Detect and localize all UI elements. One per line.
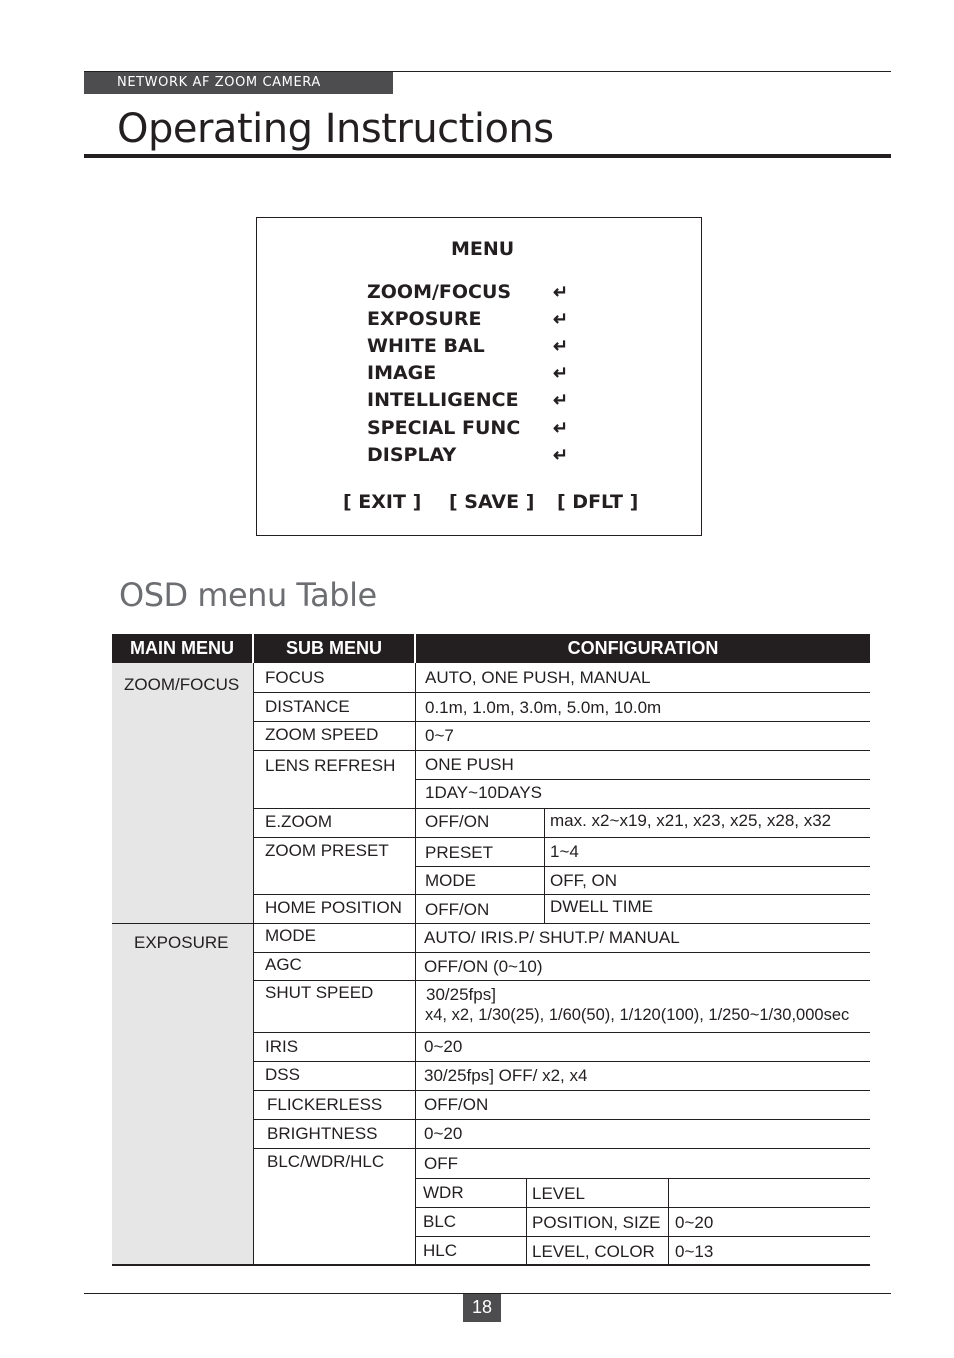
divider [253, 663, 254, 1265]
config-cell: 0~13 [675, 1242, 714, 1261]
divider [253, 1032, 870, 1033]
title-rule [84, 154, 891, 158]
osd-item-image: IMAGE [367, 362, 437, 384]
sub-menu-item: LENS REFRESH [265, 756, 396, 775]
sub-menu-item: AGC [265, 955, 302, 974]
divider [253, 837, 870, 838]
config-cell: 0~20 [424, 1037, 463, 1056]
config-cell: 0.1m, 1.0m, 3.0m, 5.0m, 10.0m [425, 698, 662, 717]
divider [415, 866, 870, 867]
enter-return-icon: ↵ [553, 282, 569, 302]
header-configuration: CONFIGURATION [416, 634, 870, 663]
sub-menu-item: ZOOM PRESET [265, 841, 389, 860]
enter-return-icon: ↵ [553, 336, 569, 356]
main-menu-column [112, 663, 253, 1264]
config-cell: DWELL TIME [550, 897, 653, 916]
sub-menu-item: ZOOM SPEED [265, 725, 379, 744]
sub-menu-item: SHUT SPEED [265, 983, 374, 1002]
divider [112, 923, 870, 924]
config-cell: 1~4 [550, 842, 579, 861]
product-tab: NETWORK AF ZOOM CAMERA [84, 72, 393, 94]
config-cell: HLC [423, 1241, 458, 1260]
config-cell: PRESET [425, 843, 494, 862]
enter-return-icon: ↵ [553, 418, 569, 438]
main-menu-zoom-focus: ZOOM/FOCUS [124, 675, 240, 694]
sub-menu-item: FOCUS [265, 668, 325, 687]
divider [253, 1148, 870, 1149]
osd-item-display: DISPLAY [367, 444, 457, 466]
osd-item-white-bal: WHITE BAL [367, 335, 485, 357]
sub-menu-item: DSS [265, 1065, 300, 1084]
divider [253, 952, 870, 953]
config-cell: OFF/ON [425, 812, 490, 831]
osd-item-special-func: SPECIAL FUNC [367, 417, 521, 439]
section-title: OSD menu Table [119, 576, 377, 614]
config-cell: 1DAY~10DAYS [425, 783, 543, 802]
page-title: Operating Instructions [117, 106, 554, 152]
config-cell: 30/25fps] OFF/ x2, x4 [424, 1066, 588, 1085]
config-cell: WDR [423, 1183, 464, 1202]
config-cell: 0~7 [425, 726, 454, 745]
config-cell: 0~20 [675, 1213, 714, 1232]
config-cell: max. x2~x19, x21, x23, x25, x28, x32 [550, 811, 832, 830]
osd-menu-title: MENU [451, 238, 515, 260]
sub-menu-item: MODE [265, 926, 316, 945]
config-cell: LEVEL [532, 1184, 585, 1203]
config-cell: LEVEL, COLOR [532, 1242, 655, 1261]
divider [253, 808, 870, 809]
sub-menu-item: E.ZOOM [265, 812, 333, 831]
divider [526, 1178, 527, 1265]
osd-save-button: [ SAVE ] [449, 491, 535, 513]
divider [415, 1178, 870, 1179]
divider [415, 1236, 870, 1237]
divider [253, 1090, 870, 1091]
divider [668, 1178, 669, 1265]
osd-item-intelligence: INTELLIGENCE [367, 389, 519, 411]
sub-menu-item: FLICKERLESS [267, 1095, 383, 1114]
sub-menu-item: BLC/WDR/HLC [267, 1152, 385, 1171]
sub-menu-item: BRIGHTNESS [267, 1124, 378, 1143]
config-cell: OFF/ON [424, 1095, 489, 1114]
table-bottom-rule [112, 1264, 870, 1266]
config-cell: AUTO/ IRIS.P/ SHUT.P/ MANUAL [424, 928, 680, 947]
divider [415, 663, 416, 1265]
enter-return-icon: ↵ [553, 309, 569, 329]
divider [415, 779, 870, 780]
config-cell: 30/25fps] [426, 985, 496, 1004]
divider [253, 1119, 870, 1120]
divider [253, 894, 870, 895]
main-menu-exposure: EXPOSURE [134, 933, 229, 952]
divider [253, 1061, 870, 1062]
osd-exit-button: [ EXIT ] [343, 491, 422, 513]
header-sub-menu: SUB MENU [254, 634, 414, 663]
config-cell: POSITION, SIZE [532, 1213, 661, 1232]
config-cell: BLC [423, 1212, 457, 1231]
config-cell: OFF/ON [425, 900, 490, 919]
osd-menu-screen [256, 217, 702, 536]
osd-item-zoom-focus: ZOOM/FOCUS [367, 281, 512, 303]
sub-menu-item: HOME POSITION [265, 898, 402, 917]
config-cell: OFF [424, 1154, 458, 1173]
enter-return-icon: ↵ [553, 363, 569, 383]
page-number: 18 [463, 1294, 501, 1322]
divider [415, 1207, 870, 1208]
sub-menu-item: DISTANCE [265, 697, 350, 716]
config-cell: x4, x2, 1/30(25), 1/60(50), 1/120(100), 1/250~1/30,000sec [425, 1006, 850, 1024]
divider [253, 750, 870, 751]
config-cell: OFF/ON (0~10) [424, 957, 543, 976]
config-cell: 0~20 [424, 1124, 463, 1143]
enter-return-icon: ↵ [553, 445, 569, 465]
config-cell: MODE [425, 871, 476, 890]
divider [253, 980, 870, 981]
config-cell: ONE PUSH [425, 755, 514, 774]
enter-return-icon: ↵ [553, 390, 569, 410]
divider [253, 721, 870, 722]
sub-menu-item: IRIS [265, 1037, 299, 1056]
header-main-menu: MAIN MENU [112, 634, 252, 663]
osd-item-exposure: EXPOSURE [367, 308, 482, 330]
divider [253, 692, 870, 693]
config-cell: OFF, ON [550, 871, 618, 890]
osd-dflt-button: [ DFLT ] [557, 491, 639, 513]
config-cell: AUTO, ONE PUSH, MANUAL [425, 668, 651, 687]
